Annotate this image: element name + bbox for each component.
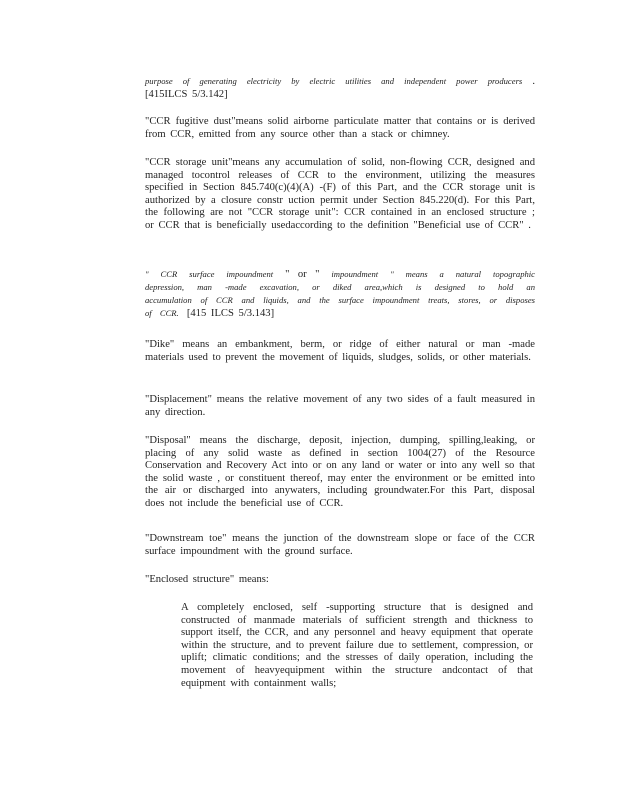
definition-displacement: "Displacement" means the relative movement of any two sides of a fault measured in any direction. [145,394,535,418]
definition-downstream-toe: "Downstream toe" means the junction of the downstream slope or face of the CCR surface impoundment with the ground surface. [145,533,535,557]
paragraph-lead-text: purpose of generating electricity by electric utilities and independent power producers [145,76,523,86]
definition-enclosed-structure: "Enclosed structure" means: [145,574,269,585]
paragraph-definition-continuation [145,75,535,101]
definition-body: impoundment " means a natural topographic depression, man -made excavation, or diked area,which is designed to hold an accumulation of CCR and liquids, and the surface impoundment treats, stores, or disposes of CCR. [145,269,535,318]
enclosed-structure-block-quote: A completely enclosed, self -supporting structure that is designed and constructed of manmade materials of sufficient strength and thickness to support itself, the CCR, and any personnel and heavy equipment that operate within the structure, and to prevent failure due to settlement, compression, or uplift; climatic conditions; and the stresses of daily operation, including the movement of heavyequipment within the structure andcontact of that equipment with containment walls; [181,602,533,689]
definition-ccr-surface-impoundment [145,268,535,320]
definition-term-open: " CCR surface impoundment [145,269,274,279]
statute-citation: [415 ILCS 5/3.143] [186,308,275,319]
statute-citation: . [415ILCS 5/3.142] [145,76,535,100]
definition-disposal: "Disposal" means the discharge, deposit, injection, dumping, spilling,leaking, or placing of any solid waste as defined in section 1004(27) of the Resource Conservation and Recovery Act into or on any land or water or into any well so that the solid waste , or constituent thereof, may enter the environment or be emitted into the air or discharged into anywaters, including groundwater.For this Part, disposal does not include the beneficial use of CCR. [145,435,535,509]
definition-dike: "Dike" means an embankment, berm, or ridge of either natural or man -made materials used to prevent the movement of liquids, sludges, solids, or other materials. [145,339,535,363]
definition-or-connector: " or " [285,269,320,280]
definition-ccr-storage-unit: "CCR storage unit"means any accumulation of solid, non-flowing CCR, designed and managed tocontrol releases of CCR to the environment, utilizing the measures specified in Section 845.740(c)(4)(A) -(F) of this Part, and the CCR storage unit is authorized by a closure constr uction permit under Section 845.220(d). For this Part, the following are not "CCR storage unit": CCR contained in an enclosed structure ; or CCR that is beneficially usedaccording to the definition "Beneficial use of CCR" . [145,157,535,231]
definition-ccr-fugitive-dust: "CCR fugitive dust"means solid airborne particulate matter that contains or is derived from CCR, emitted from any source other than a stack or chimney. [145,116,535,140]
